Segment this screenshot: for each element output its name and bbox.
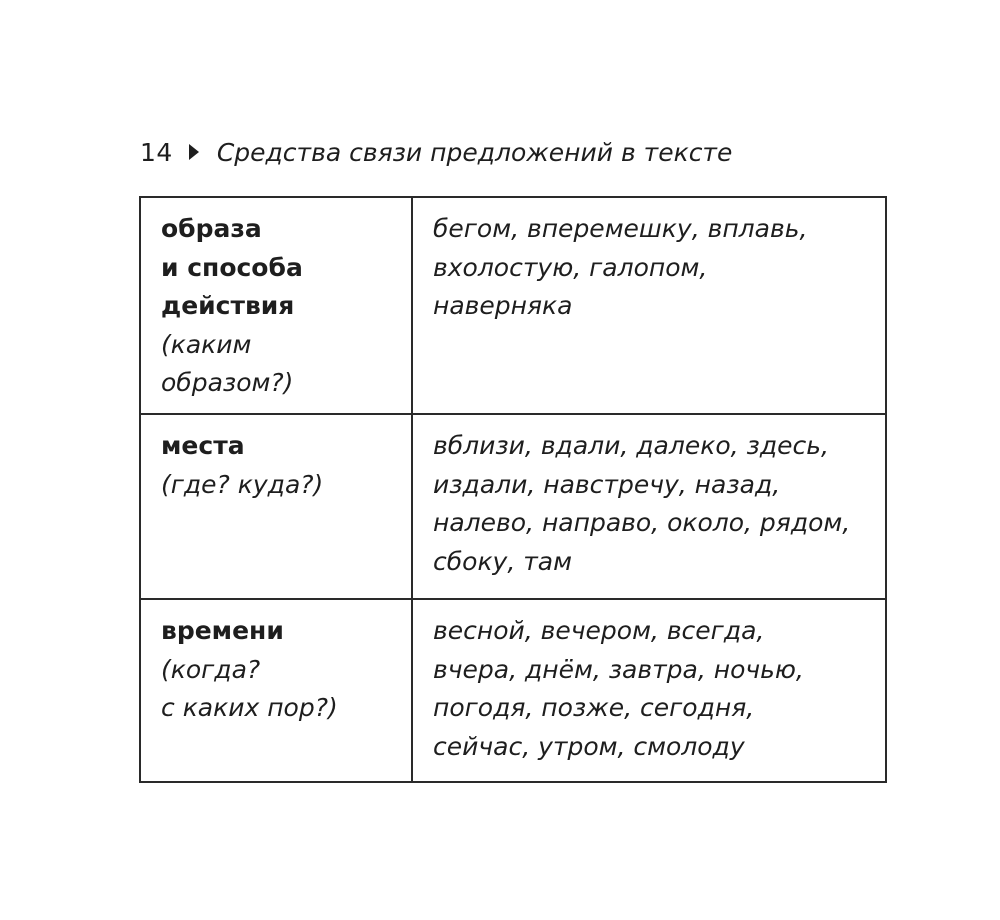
triangle-right-icon bbox=[189, 144, 199, 160]
category-name: места bbox=[161, 431, 245, 460]
category-question: (каким образом?) bbox=[161, 329, 294, 397]
examples-text: вблизи, вдали, далеко, здесь, издали, навстречу, назад, налево, направо, около, рядом, сбоку, там bbox=[433, 431, 851, 576]
category-name: образа и способа действия bbox=[161, 214, 303, 320]
table-row bbox=[140, 599, 886, 782]
examples-cell bbox=[412, 599, 886, 782]
examples-cell bbox=[412, 414, 886, 599]
adverb-table bbox=[139, 196, 887, 783]
page-title: Средства связи предложений в тексте bbox=[216, 137, 733, 167]
examples-text: бегом, вперемешку, вплавь, вхолостую, галопом, наверняка bbox=[433, 214, 808, 320]
category-cell bbox=[140, 599, 412, 782]
page-number: 14 bbox=[140, 137, 173, 167]
table-row bbox=[140, 414, 886, 599]
category-name: времени bbox=[161, 616, 284, 645]
table-row bbox=[140, 197, 886, 414]
category-cell bbox=[140, 197, 412, 414]
examples-text: весной, вечером, всегда, вчера, днём, завтра, ночью, погодя, позже, сегодня, сейчас, утром, смолоду bbox=[433, 616, 804, 761]
category-question: (когда? с каких пор?) bbox=[161, 654, 338, 722]
running-head bbox=[140, 132, 732, 172]
examples-cell bbox=[412, 197, 886, 414]
category-cell bbox=[140, 414, 412, 599]
category-question: (где? куда?) bbox=[161, 469, 324, 499]
